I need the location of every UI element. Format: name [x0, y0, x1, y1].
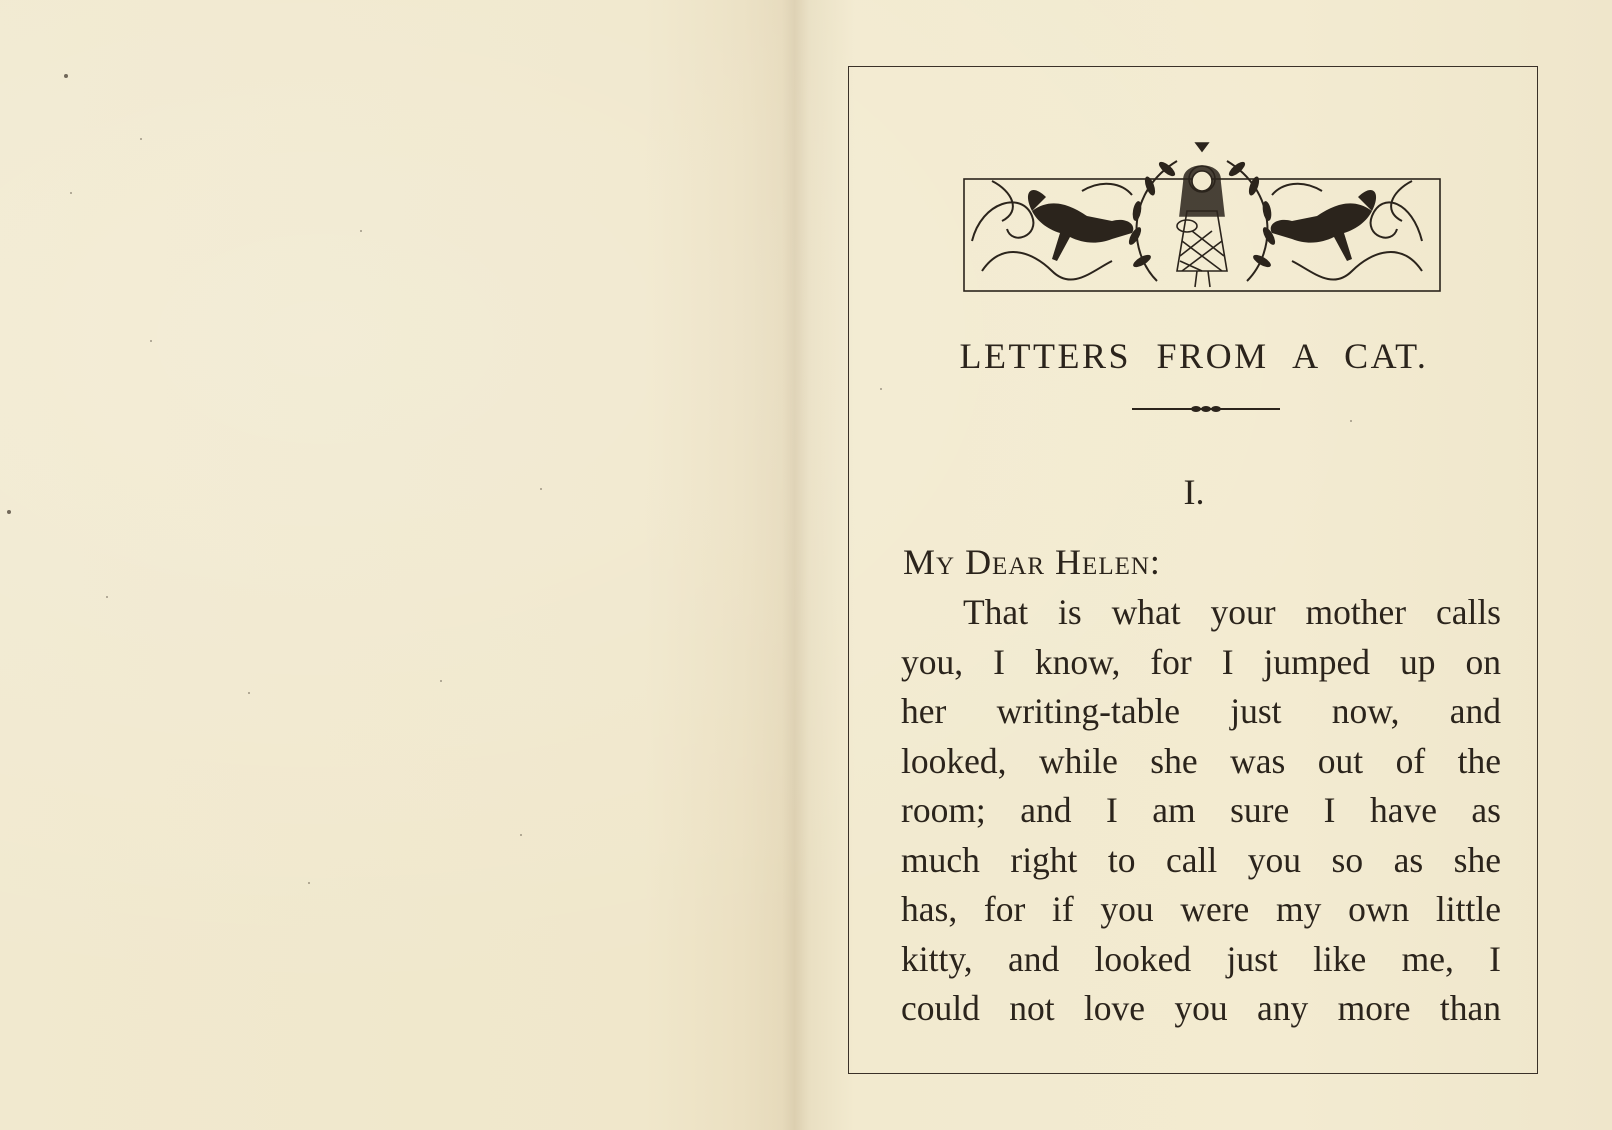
paper-speck — [64, 74, 68, 78]
body-line: kitty, and looked just like me, I — [901, 938, 1501, 979]
paper-speck — [440, 680, 442, 682]
paper-speck — [360, 230, 362, 232]
page-border-frame — [848, 66, 1538, 1074]
left-page-blank — [0, 0, 790, 1130]
paper-speck — [248, 692, 250, 694]
paper-speck — [140, 138, 142, 140]
body-line: looked, while she was out of the — [901, 740, 1501, 781]
paper-speck — [540, 488, 542, 490]
paper-speck — [7, 510, 11, 514]
paper-speck — [70, 192, 72, 194]
paper-speck — [1350, 420, 1352, 422]
paper-speck — [106, 596, 108, 598]
body-line: could not love you any more than — [901, 988, 1501, 1028]
paper-speck — [880, 388, 882, 390]
right-page — [790, 0, 1612, 1130]
paper-speck — [520, 834, 522, 836]
body-line: you, I know, for I jumped up on — [901, 641, 1501, 682]
body-line: has, for if you were my own little — [901, 889, 1501, 929]
body-line: much right to call you so as she — [901, 839, 1501, 880]
paper-speck — [150, 340, 152, 342]
body-line: her writing-table just now, and — [901, 691, 1501, 731]
body-line: room; and I am sure I have as — [901, 790, 1501, 830]
body-line: That is what your mother calls — [963, 592, 1501, 632]
letter-salutation: My Dear Helen: — [903, 542, 1161, 582]
ornamental-rule-icon — [1132, 402, 1280, 416]
letter-body — [901, 588, 1501, 1034]
paper-speck — [308, 882, 310, 884]
chapter-numeral: I. — [1183, 472, 1205, 512]
book-title: LETTERS FROM A CAT. — [959, 336, 1429, 376]
decorative-headpiece-icon — [962, 121, 1442, 293]
